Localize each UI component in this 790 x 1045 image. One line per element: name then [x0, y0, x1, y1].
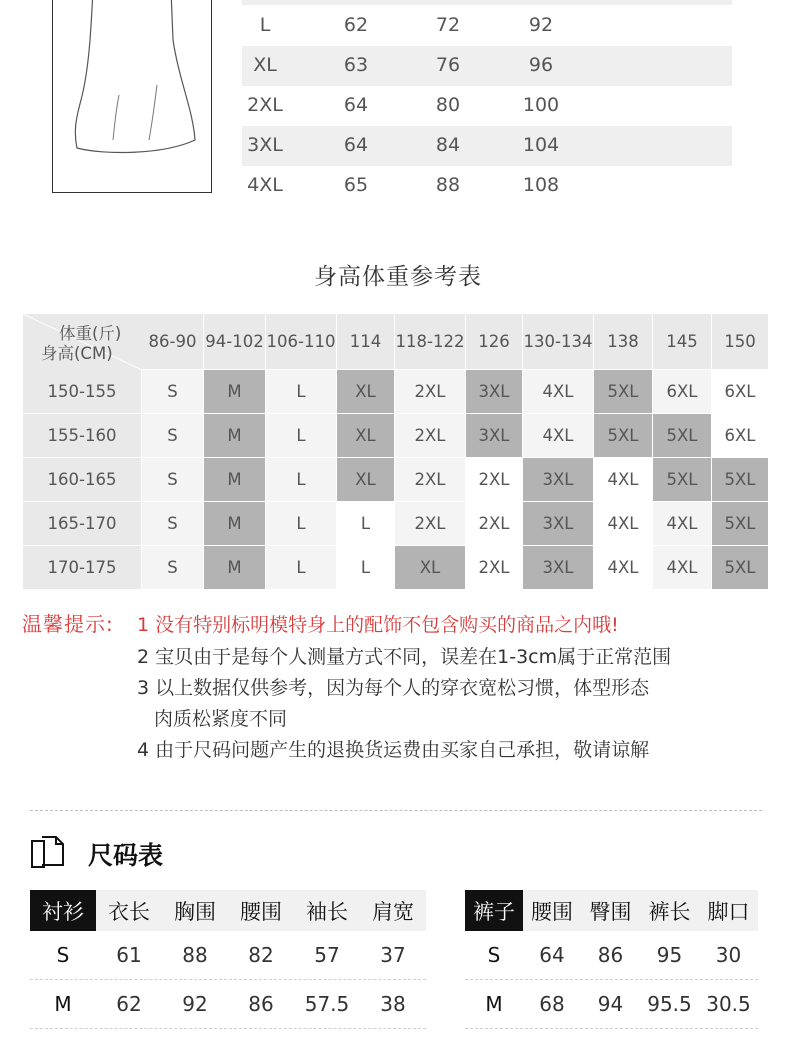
weight-column-header: 94-102: [204, 314, 266, 370]
measurement-value: 88: [435, 174, 461, 196]
size-recommendation: XL: [337, 458, 395, 502]
size-recommendation: 5XL: [594, 414, 653, 458]
weight-column-header: 145: [653, 314, 712, 370]
measurement-value: 84: [435, 134, 461, 156]
size-recommendation: M: [204, 502, 266, 546]
measurement-value: 96: [528, 54, 554, 76]
size-recommendation: 3XL: [523, 458, 594, 502]
size-recommendation: 5XL: [712, 458, 769, 502]
size-recommendation: L: [266, 502, 337, 546]
section-divider: [30, 810, 762, 811]
tip-item: 肉质松紧度不同: [154, 708, 288, 730]
measurement-value: 64: [539, 943, 565, 967]
size-recommendation: L: [337, 546, 395, 590]
size-recommendation: 4XL: [594, 546, 653, 590]
size-recommendation: 3XL: [523, 502, 594, 546]
tips-label: 温馨提示:: [22, 612, 114, 636]
size-recommendation: 4XL: [523, 370, 594, 414]
row-divider: [30, 1028, 426, 1029]
weight-column-header: 106-110: [266, 314, 337, 370]
size-recommendation: 2XL: [395, 502, 466, 546]
measurement-value: 88: [182, 943, 208, 967]
weight-column-header: 126: [466, 314, 523, 370]
size-recommendation: 6XL: [653, 370, 712, 414]
measurement-value: 57: [314, 943, 340, 967]
weight-column-header: 86-90: [142, 314, 204, 370]
size-recommendation: M: [204, 370, 266, 414]
size-recommendation: XL: [337, 414, 395, 458]
size-recommendation: XL: [395, 546, 466, 590]
size-chart-title: 尺码表: [88, 841, 164, 870]
size-recommendation: L: [266, 546, 337, 590]
shirt-label: 衬衫: [30, 890, 96, 931]
size-label: 4XL: [247, 174, 283, 196]
column-header: 腰围: [531, 899, 573, 924]
tip-item: 2 宝贝由于是每个人测量方式不同，误差在1-3cm属于正常范围: [137, 646, 672, 668]
size-recommendation: 2XL: [395, 414, 466, 458]
size-recommendation: L: [266, 458, 337, 502]
measurement-value: 30.5: [706, 992, 751, 1016]
size-label: XL: [253, 54, 277, 76]
height-weight-table: [23, 314, 768, 590]
weight-column-header: 138: [594, 314, 653, 370]
weight-column-header: 118-122: [395, 314, 466, 370]
size-recommendation: M: [204, 414, 266, 458]
size-recommendation: 2XL: [466, 502, 523, 546]
tip-item: 4 由于尺码问题产生的退换货运费由买家自己承担，敬请谅解: [137, 739, 650, 761]
measurement-value: 38: [380, 992, 406, 1016]
tip-item: 3 以上数据仅供参考，因为每个人的穿衣宽松习惯，体型形态: [137, 677, 650, 699]
size-recommendation: 6XL: [712, 370, 769, 414]
measurement-value: 108: [522, 174, 560, 196]
measurement-value: 100: [522, 94, 560, 116]
size-recommendation: 4XL: [594, 502, 653, 546]
height-row-header: 160-165: [23, 458, 142, 502]
weight-column-header: 130-134: [523, 314, 594, 370]
skirt-sketch: [53, 0, 213, 193]
size-recommendation: 3XL: [466, 414, 523, 458]
measurement-value: 95.5: [647, 992, 692, 1016]
size-recommendation: 2XL: [466, 546, 523, 590]
measurement-value: 30: [715, 943, 742, 967]
size-label: L: [259, 14, 271, 36]
size-label: S: [56, 943, 70, 967]
column-header: 袖长: [306, 899, 348, 924]
height-row-header: 150-155: [23, 370, 142, 414]
measurement-value: 64: [343, 94, 369, 116]
measurement-value: 82: [248, 943, 274, 967]
column-header: 胸围: [174, 899, 216, 924]
weight-column-header: 150: [712, 314, 769, 370]
size-recommendation: S: [142, 546, 204, 590]
size-recommendation: 3XL: [523, 546, 594, 590]
weight-axis-label: 体重(斤): [59, 324, 122, 343]
size-recommendation: 4XL: [653, 546, 712, 590]
size-recommendation: 4XL: [523, 414, 594, 458]
size-recommendation: 2XL: [395, 458, 466, 502]
size-recommendation: S: [142, 414, 204, 458]
measurement-value: 65: [343, 174, 369, 196]
column-header: 衣长: [108, 899, 150, 924]
measurement-value: 86: [248, 992, 274, 1016]
height-row-header: 170-175: [23, 546, 142, 590]
measurement-value: 68: [539, 992, 565, 1016]
size-recommendation: 4XL: [653, 502, 712, 546]
size-recommendation: S: [142, 458, 204, 502]
measurement-value: 92: [182, 992, 208, 1016]
measurement-value: 94: [597, 992, 624, 1016]
reference-table-title: 身高体重参考表: [314, 264, 482, 290]
column-header: 肩宽: [372, 899, 414, 924]
size-recommendation: 2XL: [395, 370, 466, 414]
size-recommendation: S: [142, 370, 204, 414]
measurement-value: 61: [116, 943, 142, 967]
measurement-value: 72: [435, 14, 461, 36]
size-recommendation: 2XL: [466, 458, 523, 502]
pants-label: 裤子: [465, 890, 523, 931]
measurement-value: 63: [343, 54, 369, 76]
height-row-header: 155-160: [23, 414, 142, 458]
measurement-value: 37: [380, 943, 406, 967]
measurement-value: 86: [597, 943, 624, 967]
size-recommendation: 6XL: [712, 414, 769, 458]
size-recommendation: 4XL: [594, 458, 653, 502]
weight-column-header: 114: [337, 314, 395, 370]
document-icon: [30, 835, 66, 869]
size-label: 2XL: [247, 94, 283, 116]
measurement-value: 95: [656, 943, 683, 967]
size-label: M: [485, 992, 503, 1016]
size-label: 3XL: [247, 134, 283, 156]
height-axis-label: 身高(CM): [41, 344, 113, 363]
measurement-value: 80: [435, 94, 461, 116]
size-recommendation: 5XL: [653, 414, 712, 458]
measurement-value: 104: [522, 134, 560, 156]
measurement-value: 57.5: [304, 992, 350, 1016]
row-divider: [465, 1028, 758, 1029]
column-header: 裤长: [648, 899, 691, 924]
measurement-value: 76: [435, 54, 461, 76]
size-recommendation: L: [266, 414, 337, 458]
column-header: 脚口: [707, 899, 750, 924]
size-recommendation: L: [266, 370, 337, 414]
size-recommendation: 5XL: [653, 458, 712, 502]
column-header: 腰围: [240, 899, 282, 924]
measurement-value: 64: [343, 134, 369, 156]
size-recommendation: S: [142, 502, 204, 546]
size-label: M: [54, 992, 72, 1016]
size-recommendation: M: [204, 546, 266, 590]
size-recommendation: M: [204, 458, 266, 502]
tip-item: 1 没有特别标明模特身上的配饰不包含购买的商品之内哦!: [137, 614, 619, 636]
height-row-header: 165-170: [23, 502, 142, 546]
size-recommendation: 3XL: [466, 370, 523, 414]
size-label: S: [487, 943, 501, 967]
size-recommendation: 5XL: [712, 546, 769, 590]
size-recommendation: 5XL: [712, 502, 769, 546]
top-table-stripe: [242, 0, 732, 5]
size-recommendation: XL: [337, 370, 395, 414]
size-recommendation: 5XL: [594, 370, 653, 414]
size-recommendation: L: [337, 502, 395, 546]
garment-sketch-frame: [52, 0, 212, 193]
measurement-value: 92: [528, 14, 554, 36]
measurement-value: 62: [343, 14, 369, 36]
column-header: 臀围: [589, 899, 632, 924]
measurement-value: 62: [116, 992, 142, 1016]
table-corner-header: [23, 314, 142, 370]
